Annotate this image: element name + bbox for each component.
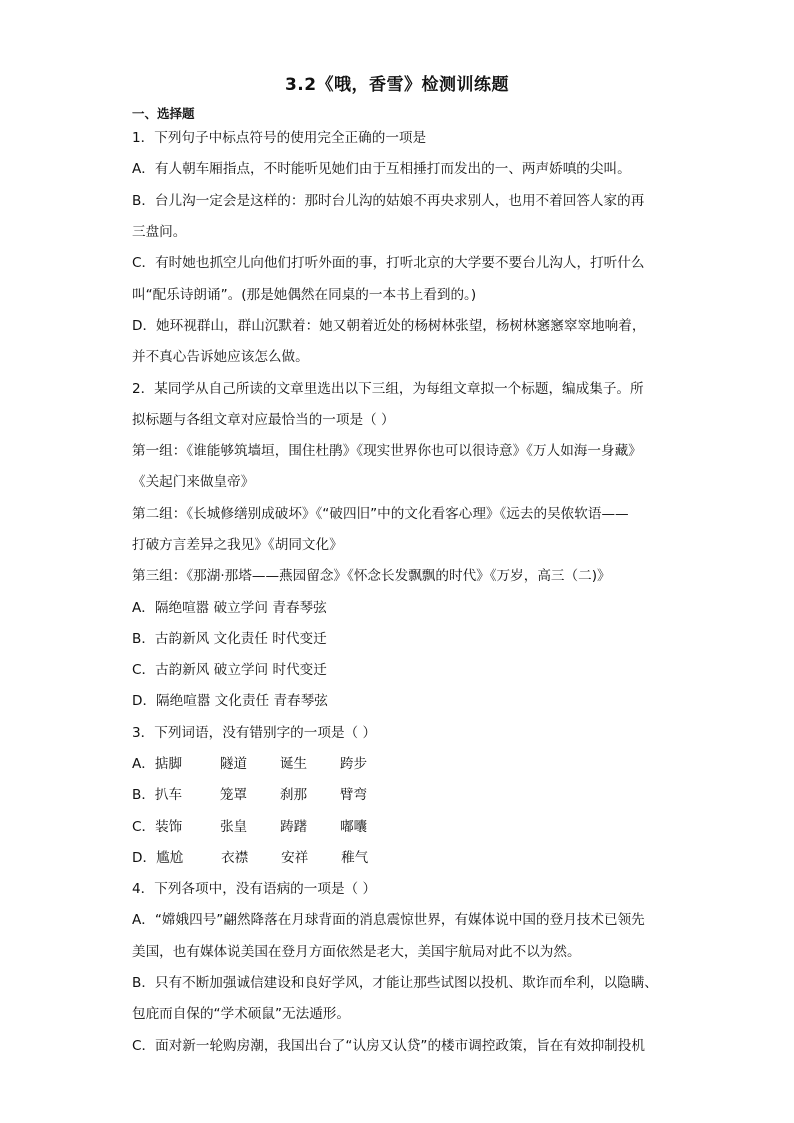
q1-option-d-line2: 并不真心告诉她应该怎么做。	[132, 349, 309, 365]
q3-stem: 3．下列词语，没有错别字的一项是（ ）	[132, 725, 377, 741]
q2-group3: 第三组：《那湖·那塔——燕园留念》《怀念长发飘飘的时代》《万岁，高三（二)》	[132, 568, 611, 584]
option-word: 臂弯	[339, 787, 368, 803]
q4-stem: 4．下列各项中，没有语病的一项是（ ）	[132, 881, 377, 897]
option-word: 隧道	[219, 756, 248, 772]
q1-option-a: A．有人朝车厢指点，不时能听见她们由于互相捶打而发出的一、两声娇嗔的尖叫。	[132, 161, 631, 177]
q2-group1-line2: 《关起门来做皇帝》	[132, 474, 255, 490]
option-word: 笼罩	[219, 787, 248, 803]
q4-option-b-line1: B．只有不断加强诚信建设和良好学风，才能让那些试图以投机、欺诈而牟利，以隐瞒、	[132, 975, 658, 991]
document-title: 3.2《哦，香雪》检测训练题	[284, 75, 510, 95]
q1-option-c-line1: C．有时她也抓空儿向他们打听外面的事，打听北京的大学要不要台儿沟人，打听什么	[132, 255, 645, 271]
option-word: 跨步	[339, 756, 368, 772]
q2-group1-line1: 第一组：《谁能够筑墙垣，围住杜鹃》《现实世界你也可以很诗意》《万人如海一身藏》	[132, 443, 642, 459]
option-word: 掂脚	[154, 756, 183, 772]
q3-option-b	[132, 786, 367, 804]
q2-option-a: A．隔绝喧嚣 破立学问 青春琴弦	[132, 600, 327, 616]
q2-group2-line1: 第二组：《长城修缮别成破坏》《“破四旧”中的文化看客心理》《远去的吴侬软语——	[132, 506, 629, 522]
option-word: 张皇	[220, 819, 248, 835]
q1-option-b-line2: 三盘问。	[132, 224, 187, 240]
section-heading: 一、选择题	[132, 106, 195, 121]
q4-option-a-line2: 美国，也有媒体说美国在登月方面依然是老大，美国宇航局对此不以为然。	[132, 944, 581, 960]
q2-option-b: B．古韵新风 文化责任 时代变迁	[132, 631, 327, 647]
q3-option-c	[132, 818, 367, 836]
option-label: C．	[132, 819, 156, 835]
q2-stem-line1: 2．某同学从自己所读的文章里选出以下三组，为每组文章拟一个标题，编成集子。所	[132, 381, 644, 397]
q2-group2-line2: 打破方言差异之我见》《胡同文化》	[132, 537, 343, 553]
option-word: 扒车	[154, 787, 183, 803]
option-word: 嘟囔	[340, 819, 368, 835]
option-label: B．	[132, 787, 155, 803]
q1-stem: 1．下列句子中标点符号的使用完全正确的一项是	[132, 130, 427, 146]
option-word: 踌躇	[280, 819, 308, 835]
option-label: A．	[132, 756, 155, 772]
option-word: 装饰	[155, 819, 183, 835]
option-word: 诞生	[279, 756, 308, 772]
q3-option-d	[132, 849, 368, 867]
option-word: 稚气	[341, 850, 369, 866]
q1-option-b-line1: B．台儿沟一定会是这样的：那时台儿沟的姑娘不再央求别人，也用不着回答人家的再	[132, 193, 645, 209]
q1-option-d-line1: D．她环视群山，群山沉默着：她又朝着近处的杨树林张望，杨树林窸窸窣窣地响着，	[132, 318, 646, 334]
option-word: 衣襟	[221, 850, 249, 866]
q2-option-d: D．隔绝喧嚣 文化责任 青春琴弦	[132, 693, 328, 709]
option-word: 尴尬	[156, 850, 184, 866]
q1-option-c-line2: 叫“配乐诗朗诵”。(那是她偶然在同桌的一本书上看到的。)	[132, 287, 477, 303]
option-word: 安祥	[281, 850, 309, 866]
q4-option-b-line2: 包庇而自保的“学术硕鼠”无法遁形。	[132, 1006, 350, 1022]
q2-stem-line2: 拟标题与各组文章对应最恰当的一项是（ ）	[132, 412, 395, 428]
q2-option-c: C．古韵新风 破立学问 时代变迁	[132, 662, 327, 678]
q4-option-a-line1: A．“嫦娥四号”翩然降落在月球背面的消息震惊世界，有媒体说中国的登月技术已领先	[132, 912, 645, 928]
q3-option-a	[132, 755, 367, 773]
option-label: D．	[132, 850, 157, 866]
q4-option-c-line1: C．面对新一轮购房潮，我国出台了“认房又认贷”的楼市调控政策，旨在有效抑制投机	[132, 1038, 645, 1054]
option-word: 刹那	[279, 787, 308, 803]
